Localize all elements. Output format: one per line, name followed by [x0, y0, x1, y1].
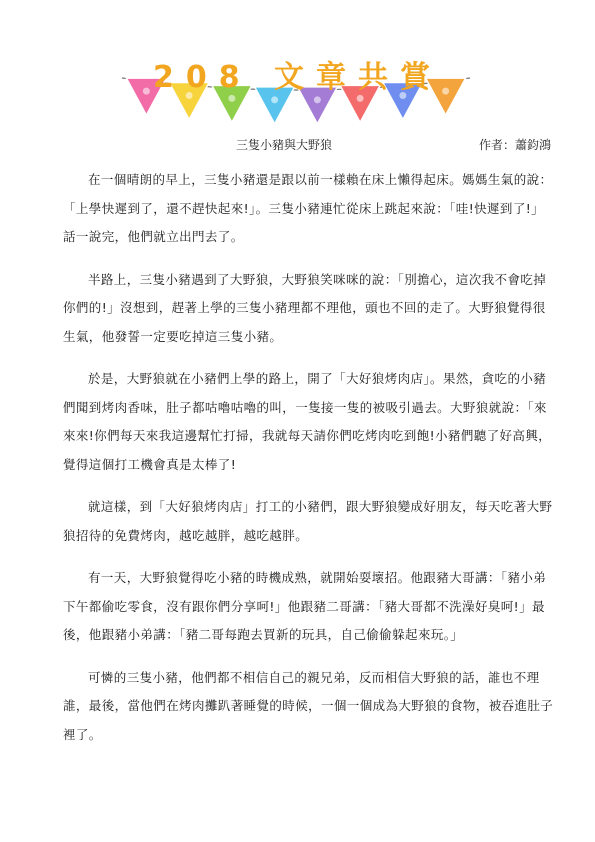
author-line: 作者：蕭鈞鴻 [479, 138, 552, 152]
paragraph-3: 於是，大野狼就在小豬們上學的路上，開了「大好狼烤肉店」。果然，貪吃的小豬們聞到烤肉香味，肚子都咕嚕咕嚕的叫，一隻接一隻的被吸引過去。大野狼就說：「來來來!你們每天來我這邊幫忙打掃，我就每天請你們吃烤肉吃到飽!小豬們聽了好高興，覺得這個打工機會真是太棒了! [63, 371, 552, 472]
page-title: 208 文章共賞 [152, 60, 443, 95]
paragraph-4: 就這樣，到「大好狼烤肉店」打工的小豬們，跟大野狼變成好朋友，每天吃著大野狼招待的免費烤肉，越吃越胖，越吃越胖。 [63, 499, 553, 543]
paragraph-6: 可憐的三隻小豬，他們都不相信自己的親兄弟，反而相信大野狼的話，誰也不理誰，最後，當他們在烤肉攤趴著睡覺的時候，一個一個成為大野狼的食物，被吞進肚子裡了。 [63, 669, 554, 742]
flag-dot [271, 96, 278, 103]
paragraph-2: 半路上，三隻小豬遇到了大野狼，大野狼笑咪咪的說：「別擔心，這次我不會吃掉你們的!」沒想到，趕著上學的三隻小豬理都不理他，頭也不回的走了。大野狼覺得很生氣，他發誓一定要吃掉這三隻小豬。 [63, 271, 547, 344]
story-title: 三隻小豬與大野狼 [236, 138, 333, 152]
story-body [63, 166, 555, 763]
paragraph-5: 有一天，大野狼覺得吃小豬的時機成熟，就開始耍壞招。他跟豬大哥講：「豬小弟下午都偷吃零食，沒有跟你們分享呵!」他跟豬二哥講：「豬大哥都不洗澡好臭呵!」最後，他跟豬小弟講：「豬二哥每跑去買新的玩具，自己偷偷躲起來玩。」 [63, 570, 547, 642]
paragraph-1: 在一個晴朗的早上，三隻小豬還是跟以前一樣賴在床上懶得起床。媽媽生氣的說：「上學快遲到了，還不趕快起來!」。三隻小豬連忙從床上跳起來說：「哇!快遲到了!」話一說完，他們就立出門去了。 [63, 172, 553, 244]
flag-dot [314, 96, 321, 103]
